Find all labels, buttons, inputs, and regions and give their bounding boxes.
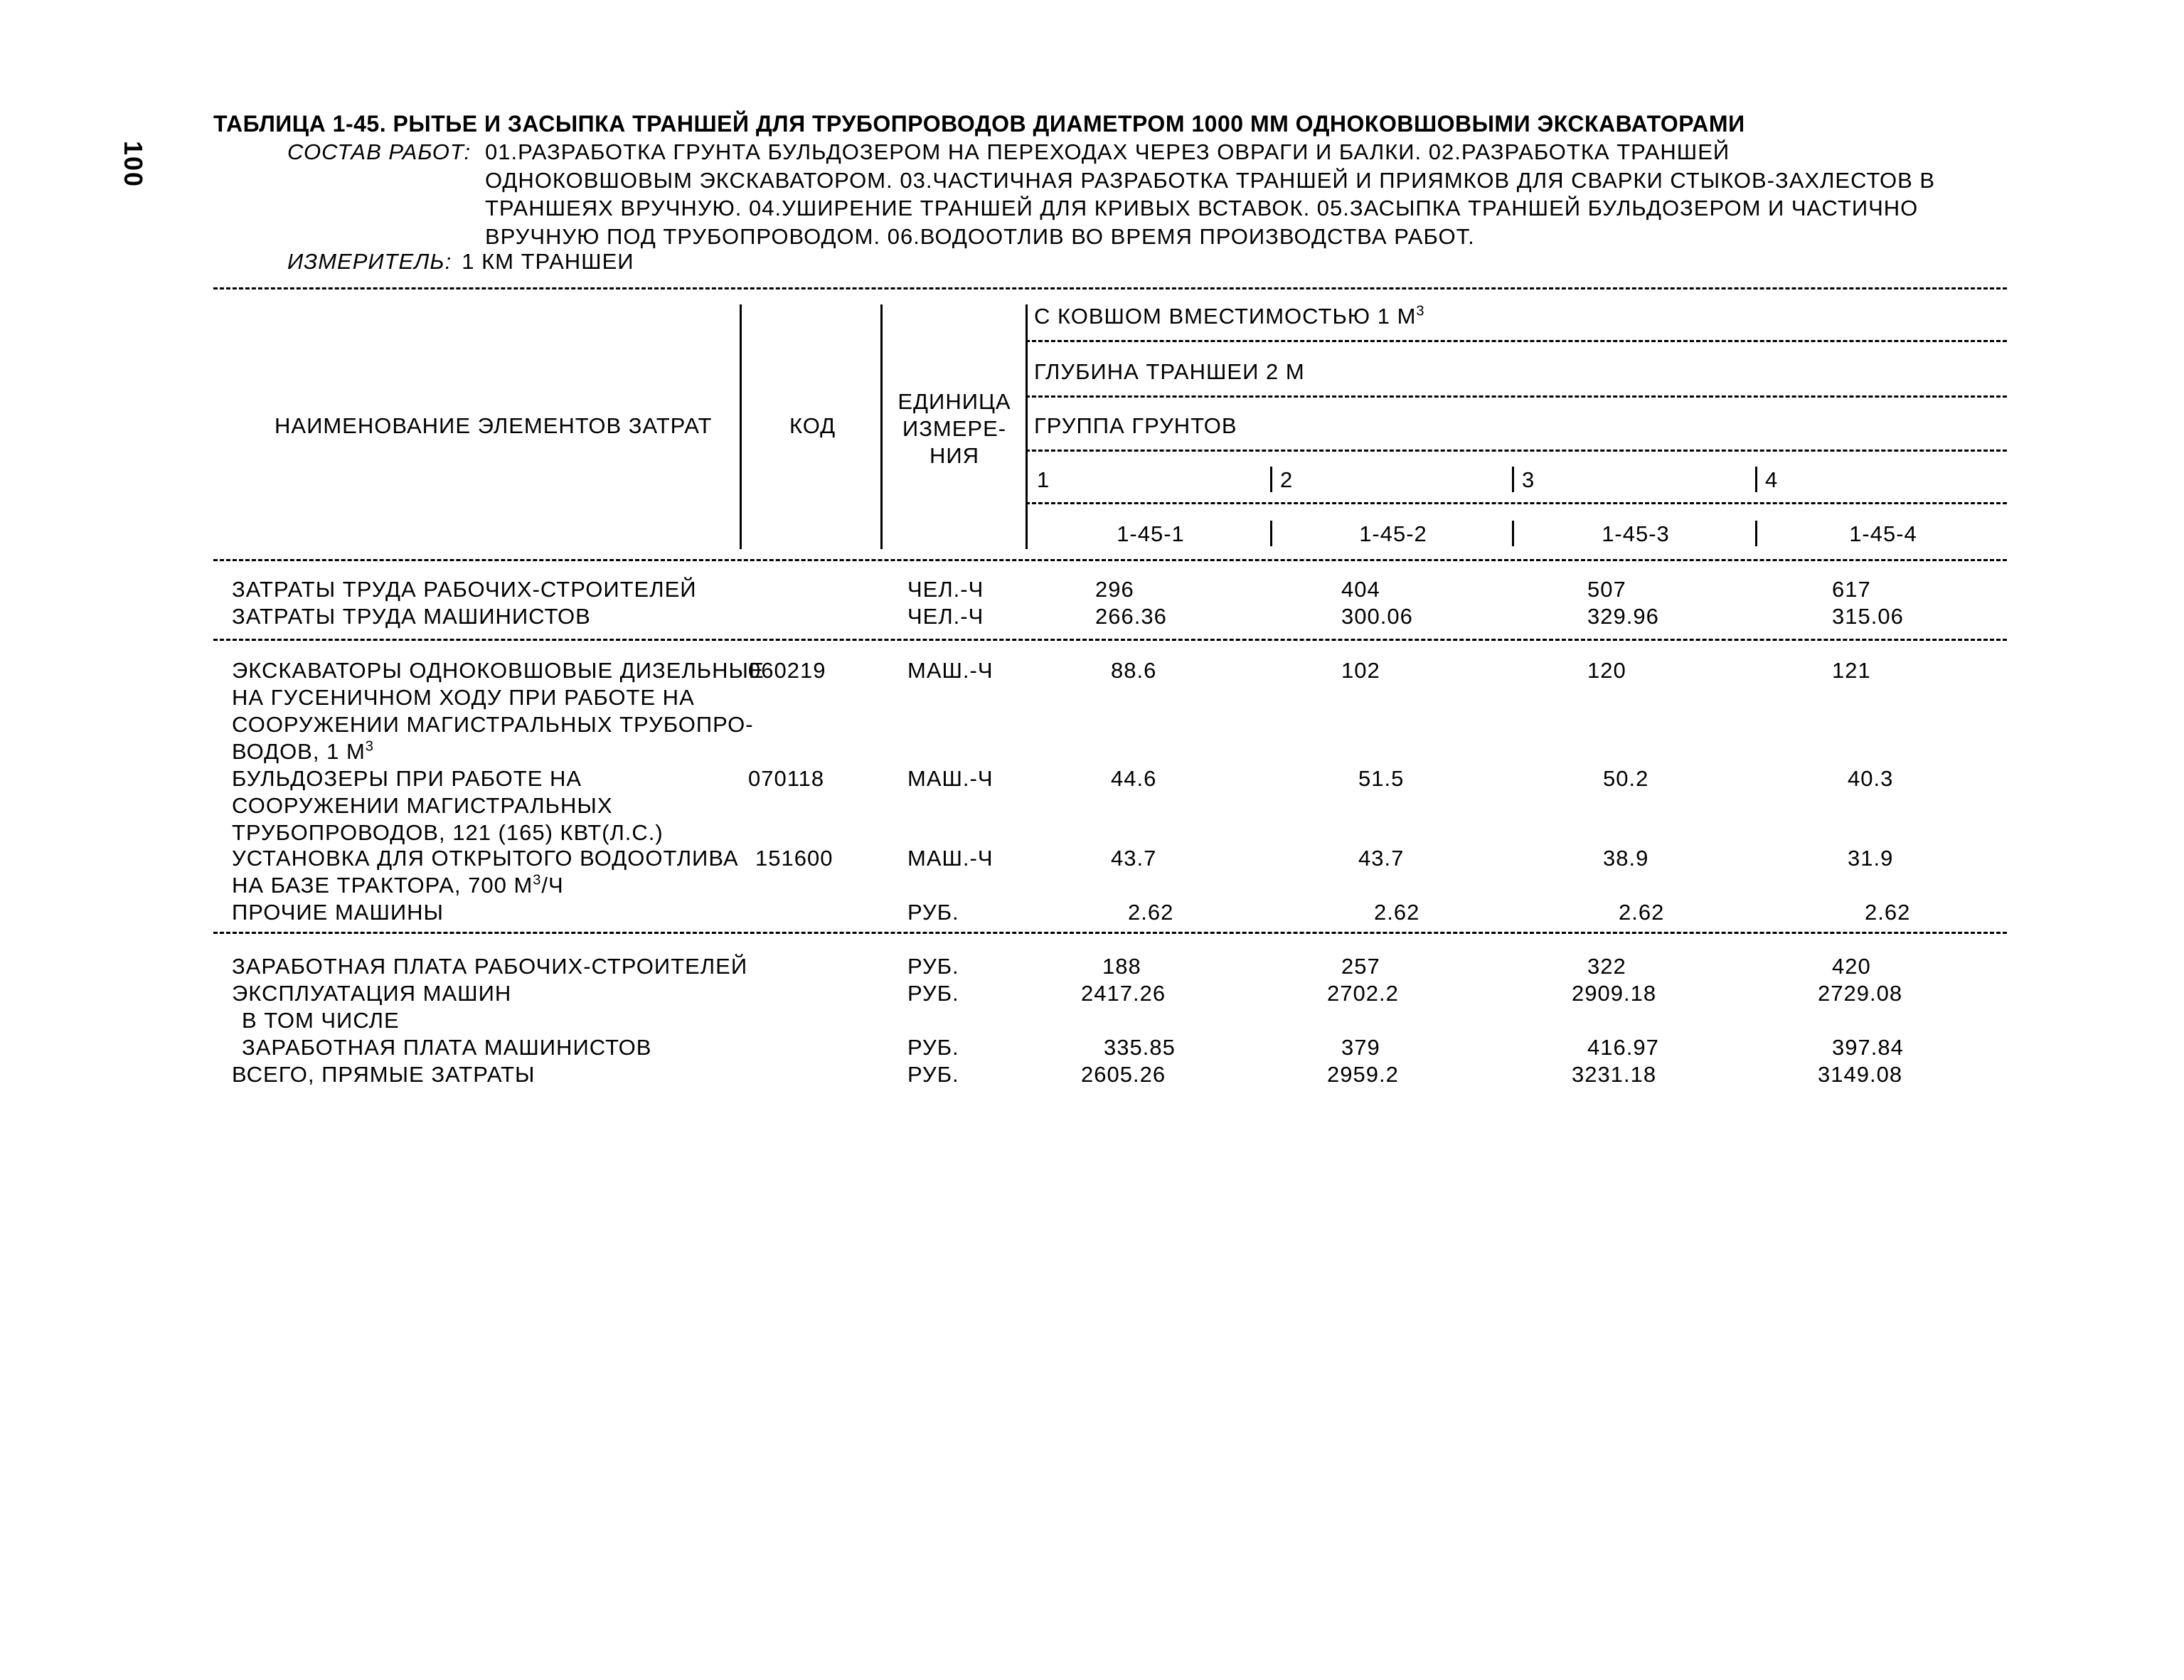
row-value-2: 257 [1341, 954, 1380, 979]
page-number: 100 [119, 141, 148, 188]
rule-after-labor [213, 639, 2007, 641]
row-value-3: 38.9 [1603, 846, 1649, 871]
row-value-3: 50.2 [1603, 766, 1649, 791]
rule-hdr-2 [1026, 395, 2007, 398]
header-unit-3: НИЯ [929, 443, 980, 468]
row-value-3: 2.62 [1619, 900, 1665, 925]
row-value-4: 3149.08 [1818, 1062, 1903, 1087]
header-code: КОД [789, 413, 836, 438]
rule-after-machines [213, 932, 2007, 934]
row-unit: РУБ. [907, 1035, 959, 1060]
row-value-3: 120 [1587, 658, 1626, 683]
row-value-1: 335.85 [1104, 1035, 1176, 1060]
row-name: ПРОЧИЕ МАШИНЫ [232, 900, 444, 925]
row-value-1: 188 [1102, 954, 1141, 979]
row-name: ВСЕГО, ПРЯМЫЕ ЗАТРАТЫ [232, 1062, 536, 1087]
row-value-4: 121 [1832, 658, 1871, 683]
row-name-text-a: НА БАЗЕ ТРАКТОРА, 700 М [232, 873, 533, 898]
row-unit: РУБ. [907, 954, 959, 979]
header-group-3: 3 [1522, 467, 1535, 492]
col-sep-g3 [1512, 467, 1514, 492]
row-name: ЗАРАБОТНАЯ ПЛАТА РАБОЧИХ-СТРОИТЕЛЕЙ [232, 954, 748, 979]
row-unit: МАШ.-Ч [907, 846, 994, 871]
row-value-2: 51.5 [1358, 766, 1405, 791]
col-sep-c2 [1270, 521, 1272, 546]
row-value-2: 2.62 [1374, 900, 1420, 925]
rule-top [213, 287, 2007, 289]
col-sep-g2 [1270, 467, 1272, 492]
header-code-4: 1-45-4 [1849, 521, 1917, 546]
header-bucket [1034, 303, 1425, 330]
row-value-1: 2.62 [1128, 900, 1174, 925]
header-unit-2: ИЗМЕРЕ- [902, 416, 1007, 441]
row-value-3: 322 [1587, 954, 1626, 979]
col-sep-g4 [1755, 467, 1757, 492]
row-value-2: 300.06 [1341, 604, 1413, 629]
rule-hdr-3 [1026, 450, 2007, 452]
row-name: ЗАРАБОТНАЯ ПЛАТА МАШИНИСТОВ [242, 1035, 652, 1060]
header-code-1: 1-45-1 [1117, 521, 1185, 546]
rule-hdr-1 [1026, 340, 2007, 342]
row-name-text-b: /Ч [541, 873, 564, 898]
header-code-3: 1-45-3 [1602, 521, 1670, 546]
row-name: ЗАТРАТЫ ТРУДА МАШИНИСТОВ [232, 604, 591, 629]
row-value-1: 88.6 [1111, 658, 1157, 683]
row-value-1: 2605.26 [1081, 1062, 1166, 1087]
col-sep-unit [880, 304, 883, 549]
row-name-line [232, 738, 374, 765]
row-name-sup: 3 [365, 738, 374, 755]
row-value-2: 43.7 [1358, 846, 1405, 871]
header-soil-group: ГРУППА ГРУНТОВ [1034, 413, 1237, 438]
header-code-2: 1-45-2 [1359, 521, 1427, 546]
row-value-4: 2.62 [1865, 900, 1911, 925]
rule-hdr-4 [1026, 502, 2007, 504]
row-value-1: 44.6 [1111, 766, 1157, 791]
row-value-3: 329.96 [1587, 604, 1659, 629]
row-value-4: 315.06 [1832, 604, 1904, 629]
header-group-4: 4 [1765, 467, 1779, 492]
row-unit: МАШ.-Ч [907, 658, 994, 683]
row-value-4: 2729.08 [1818, 981, 1903, 1006]
row-value-1: 2417.26 [1081, 981, 1166, 1006]
row-name-line: СООРУЖЕНИИ МАГИСТРАЛЬНЫХ ТРУБОПРО- [232, 712, 754, 737]
row-value-2: 2959.2 [1327, 1062, 1399, 1087]
header-group-2: 2 [1280, 467, 1294, 492]
row-value-1: 43.7 [1111, 846, 1157, 871]
header-unit-1: ЕДИНИЦА [897, 389, 1011, 414]
table-title: ТАБЛИЦА 1-45. РЫТЬЕ И ЗАСЫПКА ТРАНШЕЙ ДЛЯ ТРУБОПРОВОДОВ ДИАМЕТРОМ 1000 ММ ОДНОКОВШОВЫМИ ЭКСКАВАТОРАМИ [213, 111, 1745, 137]
row-name-line: БУЛЬДОЗЕРЫ ПРИ РАБОТЕ НА [232, 766, 582, 791]
row-value-1: 296 [1095, 577, 1134, 602]
row-name-line: УСТАНОВКА ДЛЯ ОТКРЫТОГО ВОДООТЛИВА [232, 846, 739, 871]
row-name: ЗАТРАТЫ ТРУДА РАБОЧИХ-СТРОИТЕЛЕЙ [232, 577, 697, 602]
row-value-3: 2909.18 [1572, 981, 1657, 1006]
row-value-4: 31.9 [1848, 846, 1894, 871]
row-value-4: 397.84 [1832, 1035, 1904, 1060]
row-name-line: ЭКСКАВАТОРЫ ОДНОКОВШОВЫЕ ДИЗЕЛЬНЫЕ [232, 658, 765, 683]
header-bucket-sup: 3 [1416, 303, 1425, 319]
row-name: В ТОМ ЧИСЛЕ [242, 1008, 400, 1033]
row-name: ЭКСПЛУАТАЦИЯ МАШИН [232, 981, 512, 1006]
composition-text: 01.РАЗРАБОТКА ГРУНТА БУЛЬДОЗЕРОМ НА ПЕРЕХОДАХ ЧЕРЕЗ ОВРАГИ И БАЛКИ. 02.РАЗРАБОТКА ТРАНШЕЙ ОДНОКОВШОВЫМ ЭКСКАВАТОРОМ. 03.ЧАСТИЧНАЯ РАЗРАБОТКА ТРАНШЕЙ И ПРИЯМКОВ ДЛЯ СВАРКИ СТЫКОВ-ЗАХЛЕСТОВ В ТРАНШЕЯХ ВРУЧНУЮ. 04.УШИРЕНИЕ ТРАНШЕЙ ДЛЯ КРИВЫХ ВСТАВОК. 05.ЗАСЫПКА ТРАНШЕЙ БУЛЬДОЗЕРОМ И ЧАСТИЧНО ВРУЧНУЮ ПОД ТРУБОПРОВОДОМ. 06.ВОДООТЛИВ ВО ВРЕМЯ ПРОИЗВОДСТВА РАБОТ. [485, 139, 1936, 249]
col-sep-c3 [1512, 521, 1514, 546]
row-value-3: 507 [1587, 577, 1626, 602]
row-code: 151600 [755, 846, 833, 871]
col-sep-code [740, 304, 742, 549]
measure-label: ИЗМЕРИТЕЛЬ: [287, 249, 452, 274]
row-value-2: 379 [1341, 1035, 1380, 1060]
row-value-2: 404 [1341, 577, 1380, 602]
col-sep-c4 [1755, 521, 1757, 546]
row-unit: ЧЕЛ.-Ч [907, 577, 984, 602]
row-unit: ЧЕЛ.-Ч [907, 604, 984, 629]
header-group-1: 1 [1037, 467, 1050, 492]
row-code: 060219 [748, 658, 826, 683]
row-unit: РУБ. [907, 900, 959, 925]
row-value-4: 617 [1832, 577, 1871, 602]
measure-value: 1 КМ ТРАНШЕИ [462, 249, 634, 274]
rule-header-bottom [213, 559, 2007, 561]
row-value-3: 416.97 [1587, 1035, 1659, 1060]
row-value-4: 420 [1832, 954, 1871, 979]
col-sep-values [1026, 304, 1028, 549]
row-unit: РУБ. [907, 1062, 959, 1087]
row-name-text: ВОДОВ, 1 М [232, 739, 366, 764]
row-code: 070118 [748, 766, 825, 791]
header-bucket-text: С КОВШОМ ВМЕСТИМОСТЬЮ 1 М [1034, 304, 1417, 329]
header-depth: ГЛУБИНА ТРАНШЕИ 2 М [1034, 359, 1305, 384]
row-value-4: 40.3 [1848, 766, 1894, 791]
row-name-line: ТРУБОПРОВОДОВ, 121 (165) КВТ(Л.С.) [232, 820, 664, 845]
measure-unit [287, 249, 634, 275]
row-name-line: НА ГУСЕНИЧНОМ ХОДУ ПРИ РАБОТЕ НА [232, 685, 695, 710]
row-unit: РУБ. [907, 981, 959, 1006]
row-value-2: 102 [1341, 658, 1380, 683]
row-name-sup: 3 [533, 872, 542, 888]
row-name-line [232, 872, 564, 899]
header-name: НАИМЕНОВАНИЕ ЭЛЕМЕНТОВ ЗАТРАТ [275, 413, 713, 438]
row-unit: МАШ.-Ч [907, 766, 994, 791]
row-value-2: 2702.2 [1327, 981, 1399, 1006]
row-name-line: СООРУЖЕНИИ МАГИСТРАЛЬНЫХ [232, 793, 613, 818]
composition-label: СОСТАВ РАБОТ: [287, 139, 472, 164]
row-value-1: 266.36 [1095, 604, 1167, 629]
row-value-3: 3231.18 [1572, 1062, 1657, 1087]
